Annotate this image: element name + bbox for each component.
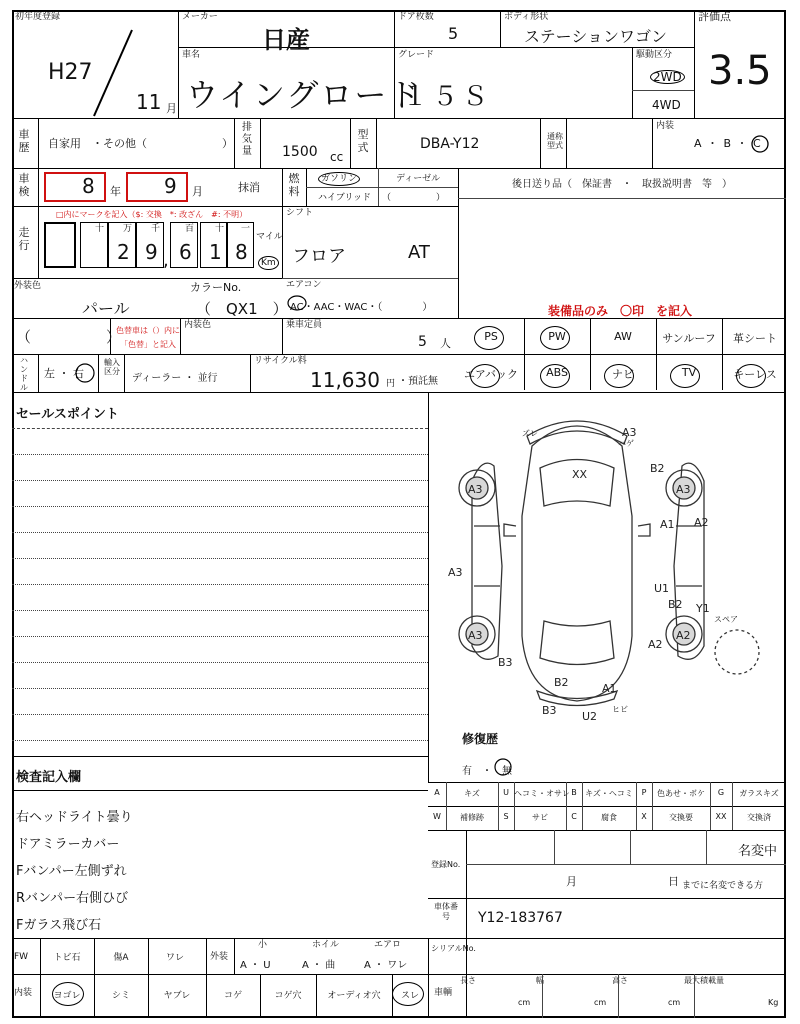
int-color-label: 内装色 <box>184 320 212 330</box>
interior-condition-item[interactable]: スレ <box>400 991 419 1001</box>
damage-code-label: A3 <box>622 426 637 439</box>
equipment-circle-mark <box>736 364 766 388</box>
damage-code-label: ハゲ <box>618 439 634 448</box>
equipment-item[interactable]: ナビ <box>612 368 634 381</box>
legend-cell: S <box>503 812 509 821</box>
body-label: ボディ形状 <box>504 12 549 22</box>
damage-code-label: B2 <box>650 462 665 475</box>
fw-item[interactable]: 傷A <box>113 953 129 963</box>
drive-label: 駆動区分 <box>636 50 673 60</box>
length-label: 長さ <box>460 976 476 985</box>
interior-grade-label: 内装 <box>656 121 675 131</box>
sales-point-label: セールスポイント <box>16 407 119 422</box>
mileage-digit: 1 <box>209 240 222 264</box>
inspection-note-item: ドアミラーカバー <box>16 837 120 852</box>
ext-col-line <box>234 938 235 974</box>
interior-condition-item[interactable]: オーディオ穴 <box>327 991 381 1001</box>
ext-color-value: パール <box>82 299 130 318</box>
recycle-value: 11,630 <box>310 368 380 392</box>
aero-label: エアロ <box>374 940 402 950</box>
maker-value: 日産 <box>262 26 310 54</box>
import-label: 輸入区分 <box>104 358 120 376</box>
sales-line <box>12 532 428 533</box>
aero-value: A ・ ワレ <box>364 960 408 971</box>
damage-code-label: A3 <box>468 483 483 496</box>
ac-label: エアコン <box>286 280 322 290</box>
size-label: 車輌 <box>434 988 453 998</box>
sales-line <box>12 454 428 455</box>
sales-line <box>12 584 428 585</box>
damage-code-label: B3 <box>498 656 513 669</box>
model-label: 型式 <box>357 128 369 154</box>
size-col-line <box>694 974 695 1018</box>
sales-line <box>12 662 428 663</box>
interior-grade-value: A ・ B ・ C <box>694 137 762 150</box>
displacement-label: 排気量 <box>242 122 252 157</box>
car-name-label: 車名 <box>182 50 201 60</box>
mileage-digit: 9 <box>145 240 158 264</box>
damage-code-label: B3 <box>542 704 557 717</box>
equipment-circle-mark <box>470 364 500 388</box>
displacement-unit: cc <box>330 150 344 164</box>
equipment-item[interactable]: キーレス <box>733 368 777 381</box>
equipment-circle-mark <box>540 326 570 350</box>
legend-cell: XX <box>715 812 727 821</box>
color-code-value: （ QX1 ） <box>196 300 288 318</box>
damage-code-label: U1 <box>654 582 670 595</box>
interior-condition-item[interactable]: ヤブレ <box>163 991 191 1001</box>
import-value: ディーラー ・ 並行 <box>132 373 218 384</box>
interior-circle-mark <box>392 982 424 1006</box>
legend-cell: U <box>503 788 509 797</box>
shift-label: シフト <box>286 208 314 218</box>
legend-cell: 交換済 <box>747 813 771 822</box>
inspection-label: 車検 <box>18 172 30 198</box>
inspection-year-box[interactable] <box>44 172 106 202</box>
color-note-2: 「色替」と記入 <box>120 340 176 349</box>
equipment-circle-mark <box>474 326 504 350</box>
mileage-comma: , <box>163 250 169 271</box>
damage-code-label: A1 <box>660 518 675 531</box>
width-label: 幅 <box>536 976 544 985</box>
interior-cond-label: 内装 <box>14 988 33 998</box>
mileage-digit-box-0[interactable] <box>44 222 76 268</box>
equipment-circle-mark <box>540 364 570 388</box>
shift-value: フロア <box>292 246 346 267</box>
recycle-unit: 円 <box>386 379 396 389</box>
ext-color-label: 外装色 <box>14 281 42 291</box>
sales-line <box>12 506 428 507</box>
damage-code-label: A2 <box>676 629 691 642</box>
recycle-label: リサイクル料 <box>254 356 307 366</box>
color-code-label: カラーNo. <box>190 281 242 294</box>
equip-row-line <box>458 354 786 355</box>
fw-item[interactable]: トビ石 <box>53 953 81 963</box>
month-unit-2: 月 <box>192 185 203 198</box>
equipment-item[interactable]: AW <box>614 330 632 343</box>
drive-4wd: 4WD <box>652 98 681 112</box>
color-note-1: 色替車は（）内に <box>116 326 180 335</box>
slash-mark <box>90 28 136 118</box>
mileage-digit: 2 <box>117 240 130 264</box>
damage-code-label: XX <box>572 468 588 481</box>
model-value: DBA-Y12 <box>420 136 480 152</box>
displacement-value: 1500 <box>282 144 318 160</box>
history-value: 自家用 ・その他（ <box>48 137 147 150</box>
capacity-value: 5 <box>418 334 427 350</box>
month-unit: 月 <box>166 102 177 115</box>
sales-line <box>12 714 428 715</box>
legend-cell: X <box>641 812 647 821</box>
serial-col-line <box>428 938 429 1018</box>
equipment-circle-mark <box>670 364 700 388</box>
height-unit: cm <box>668 998 681 1007</box>
fw-col-line <box>206 938 207 974</box>
size-col-line <box>542 974 543 1018</box>
drive-2wd: 2WD <box>650 70 685 84</box>
sales-line <box>12 740 428 741</box>
fuel-other: （ ） <box>382 193 446 203</box>
equipment-circle-mark <box>604 364 634 388</box>
inspection-note-item: Rバンパー右側ひび <box>16 891 129 906</box>
fuel-label: 燃料 <box>288 172 300 198</box>
legend-cell: キズ・ヘコミ <box>585 789 633 798</box>
legend-cell: C <box>571 812 577 821</box>
legend-cell: サビ <box>532 813 548 822</box>
mileage-digit: 6 <box>179 240 192 264</box>
fw-item[interactable]: ワレ <box>165 953 184 963</box>
first-registration-year: H27 <box>48 60 93 85</box>
interior-condition-item[interactable]: コゲ <box>223 991 242 1001</box>
damage-code-label: スペア <box>714 615 738 624</box>
inspection-notes-label: 検査記入欄 <box>16 770 82 785</box>
common-model-label: 通称型式 <box>547 132 563 150</box>
inspection-year: 8 <box>82 174 95 198</box>
recycle-deposit: ・預託無 <box>398 376 438 387</box>
km-label: Km <box>258 256 279 270</box>
damage-code-label: B2 <box>554 676 569 689</box>
equipment-item[interactable]: ABS <box>546 366 568 379</box>
capacity-label: 乗車定員 <box>286 320 323 330</box>
equipment-item[interactable]: TV <box>681 366 697 379</box>
mileage-unit-label: 百 <box>185 224 195 234</box>
legend-cell: G <box>717 788 725 797</box>
ac-circle <box>287 294 307 312</box>
repair-history-value: 有 ・ 無 <box>462 766 512 777</box>
legend-cell: A <box>434 788 440 797</box>
mileage-unit-label: 千 <box>151 224 161 234</box>
interior-circle-mark <box>52 982 84 1006</box>
width-unit: cm <box>594 998 607 1007</box>
serial-label: シリアルNo. <box>431 944 476 953</box>
mile-label: マイル <box>256 232 283 242</box>
legend-cell: B <box>571 788 577 797</box>
equip-row-line <box>458 318 786 319</box>
damage-code-label: A2 <box>694 516 709 529</box>
history-close: ） <box>222 137 233 150</box>
equipment-title: 装備品のみ 〇印 を記入 <box>548 304 693 318</box>
sales-line <box>12 636 428 637</box>
interior-condition-item[interactable]: コゲ穴 <box>274 991 302 1001</box>
fuel-gasoline: ガソリン <box>318 172 360 186</box>
equipment-item[interactable]: サンルーフ <box>662 332 716 345</box>
registration-month-unit: 月 <box>566 875 577 888</box>
sales-line <box>12 688 428 689</box>
damage-code-label: A3 <box>468 629 483 642</box>
grade-label: グレード <box>398 50 435 60</box>
legend-cell: 腐食 <box>601 813 617 822</box>
wheel-label: ホイル <box>312 940 340 950</box>
car-name-value: ウイングロード <box>186 76 423 114</box>
legend-cell: ヘコミ・オサレ <box>514 789 570 798</box>
fuel-hybrid: ハイブリッド <box>318 193 372 203</box>
damage-code-label: A3 <box>676 483 691 496</box>
legend-cell: キズ <box>464 789 480 798</box>
inspection-month-box[interactable] <box>126 172 188 202</box>
equipment-item[interactable]: 革シート <box>733 332 777 345</box>
mileage-unit-label: 十 <box>215 224 225 234</box>
height-label: 高さ <box>612 976 628 985</box>
wheel-value: A ・ 曲 <box>302 960 336 971</box>
vin-label: 車体番号 <box>434 902 458 921</box>
capacity-unit: 人 <box>440 337 451 350</box>
max-load-label: 最大積載量 <box>684 976 724 985</box>
damage-code-label: A3 <box>448 566 463 579</box>
damage-code-label: U2 <box>582 710 598 723</box>
mileage-digit: 8 <box>235 240 248 264</box>
inspection-note-item: Fバンパー左側ずれ <box>16 864 127 879</box>
history-label: 車歴 <box>18 128 30 154</box>
doors-value: 5 <box>448 24 459 43</box>
repair-no-circle <box>492 756 514 778</box>
handle-label: ハンドル <box>20 356 28 392</box>
interior-condition-item[interactable]: ヨゴレ <box>53 991 81 1001</box>
registration-deadline: までに名変できる方 <box>682 881 764 891</box>
vin-value: Y12-183767 <box>478 910 563 926</box>
legend-cell: W <box>433 812 441 821</box>
fuel-diesel: ディーゼル <box>396 174 441 184</box>
damage-code-label: Y1 <box>696 602 710 615</box>
ac-value: AC・AAC・WAC・（ ） <box>290 302 433 313</box>
car-damage-diagram <box>432 396 782 726</box>
body-value: ステーションワゴン <box>524 27 668 46</box>
registration-label: 登録No. <box>431 860 461 869</box>
year-unit: 年 <box>110 185 121 198</box>
name-change-pending: 名変中 <box>738 844 778 859</box>
mileage-unit-label: 十 <box>95 224 105 234</box>
legend-cell: 交換要 <box>669 813 693 822</box>
length-unit: cm <box>518 998 531 1007</box>
damage-code-label: ヒビ <box>612 705 628 714</box>
fw-label: FW <box>14 952 29 962</box>
equipment-item[interactable]: エアバック <box>463 368 519 381</box>
sales-line <box>12 558 428 559</box>
registration-day-unit: 日 <box>668 875 679 888</box>
damage-code-label: ズレ <box>522 429 538 438</box>
color-paren: （ ） <box>16 328 122 346</box>
score-value: 3.5 <box>708 48 772 94</box>
interior-condition-item[interactable]: シミ <box>111 991 130 1001</box>
first-registration-label: 初年度登録 <box>15 12 61 22</box>
mileage-label: 走行 <box>18 226 30 252</box>
score-label: 評価点 <box>698 10 731 23</box>
inspection-note-item: Fガラス飛び石 <box>16 918 102 933</box>
damage-code-label: A1 <box>602 682 617 695</box>
small-value: A ・ U <box>240 960 271 971</box>
maker-label: メーカー <box>182 12 218 22</box>
erase-label: 抹消 <box>238 181 260 194</box>
damage-code-label: A2 <box>648 638 663 651</box>
size-col-line <box>618 974 619 1018</box>
legend-cell: 補修跡 <box>460 813 484 822</box>
serial-col-line-2 <box>466 938 467 1018</box>
handle-value: 左 ・ 右 <box>44 367 84 380</box>
legend-cell: P <box>641 788 647 797</box>
doors-label: ドア枚数 <box>398 12 434 22</box>
first-registration-month: 11 <box>136 90 162 114</box>
transmission-value: AT <box>408 242 430 263</box>
legend-cell: 色あせ・ボケ <box>657 789 705 798</box>
mileage-unit-label: 一 <box>241 224 251 234</box>
small-label: 小 <box>258 940 268 950</box>
interior-c-circle <box>750 134 770 154</box>
inspection-note-item: 右ヘッドライト曇り <box>16 810 133 825</box>
legend-cell: ガラスキズ <box>739 789 779 798</box>
damage-code-label: B2 <box>668 598 683 611</box>
grade-value: １５Ｓ <box>402 82 493 112</box>
exterior-small-label: 外装 <box>210 952 229 962</box>
load-unit: Kg <box>768 998 779 1007</box>
sales-line <box>12 610 428 611</box>
mileage-unit-label: 万 <box>123 224 133 234</box>
equipment-item[interactable]: PS <box>484 330 498 343</box>
repair-history-label: 修復歴 <box>462 732 499 746</box>
sales-line <box>12 480 428 481</box>
equipment-item[interactable]: PW <box>548 330 566 343</box>
later-documents: 後日送り品（ 保証書 ・ 取扱説明書 等 ） <box>512 179 732 190</box>
handle-circle <box>74 362 96 384</box>
inspection-month: 9 <box>164 174 177 198</box>
mileage-note: □内にマークを記入（$: 交換 *: 改ざん #: 不明） <box>56 210 248 219</box>
